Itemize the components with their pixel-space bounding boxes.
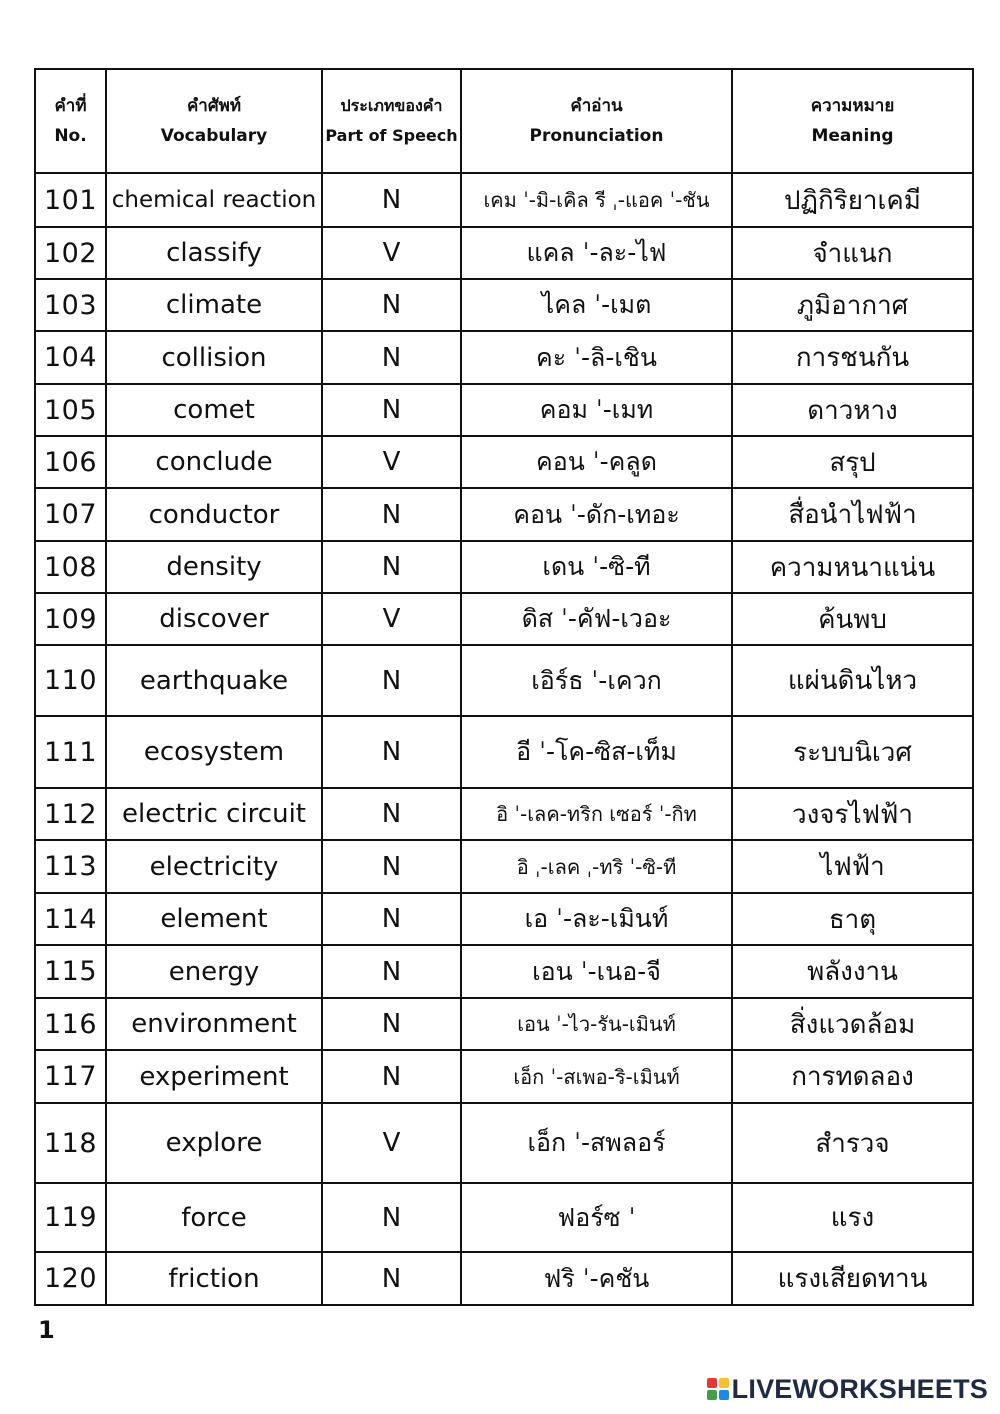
row-number: 112: [35, 788, 106, 840]
pronunciation: ดิส ˈ-คัฟ-เวอะ: [461, 593, 732, 645]
row-number: 120: [35, 1252, 106, 1305]
table-row: [35, 1183, 973, 1252]
vocabulary-table: [34, 68, 974, 1306]
header-no: คำที่ No.: [35, 69, 106, 173]
meaning: ค้นพบ: [732, 593, 973, 645]
meaning: ธาตุ: [732, 893, 973, 945]
meaning: แผ่นดินไหว: [732, 645, 973, 716]
table-row: [35, 279, 973, 331]
meaning: ดาวหาง: [732, 384, 973, 436]
meaning: จำแนก: [732, 227, 973, 279]
table-row: [35, 173, 973, 227]
row-number: 110: [35, 645, 106, 716]
table-row: [35, 384, 973, 436]
part-of-speech: N: [322, 331, 461, 384]
vocabulary-word: chemical reaction: [106, 173, 322, 227]
pronunciation: เอน ˈ-ไว-รัน-เมินท์: [461, 998, 732, 1050]
table-row: [35, 331, 973, 384]
meaning: วงจรไฟฟ้า: [732, 788, 973, 840]
pronunciation: คะ ˈ-ลิ-เชิน: [461, 331, 732, 384]
pronunciation: อิ ˌ-เลค ˌ-ทริ ˈ-ซิ-ที: [461, 840, 732, 893]
vocabulary-word: friction: [106, 1252, 322, 1305]
vocabulary-word: conclude: [106, 436, 322, 488]
part-of-speech: N: [322, 945, 461, 998]
pronunciation: เอ็ก ˈ-สเพอ-ริ-เมินท์: [461, 1050, 732, 1103]
row-number: 118: [35, 1103, 106, 1183]
row-number: 105: [35, 384, 106, 436]
meaning: ระบบนิเวศ: [732, 716, 973, 788]
vocabulary-word: element: [106, 893, 322, 945]
vocabulary-word: energy: [106, 945, 322, 998]
row-number: 117: [35, 1050, 106, 1103]
part-of-speech: N: [322, 840, 461, 893]
pronunciation: ฟริ ˈ-คชัน: [461, 1252, 732, 1305]
row-number: 115: [35, 945, 106, 998]
pronunciation: เอ็ก ˈ-สพลอร์: [461, 1103, 732, 1183]
meaning: แรง: [732, 1183, 973, 1252]
meaning: แรงเสียดทาน: [732, 1252, 973, 1305]
header-part-of-speech: ประเภทของคำ Part of Speech: [322, 69, 461, 173]
row-number: 106: [35, 436, 106, 488]
vocabulary-word: collision: [106, 331, 322, 384]
table-row: [35, 541, 973, 593]
meaning: ภูมิอากาศ: [732, 279, 973, 331]
table-row: [35, 893, 973, 945]
pronunciation: คอน ˈ-ดัก-เทอะ: [461, 488, 732, 541]
meaning: พลังงาน: [732, 945, 973, 998]
row-number: 116: [35, 998, 106, 1050]
page-number: 1: [38, 1316, 55, 1344]
row-number: 103: [35, 279, 106, 331]
vocabulary-word: discover: [106, 593, 322, 645]
vocabulary-word: experiment: [106, 1050, 322, 1103]
pronunciation: เอ ˈ-ละ-เมินท์: [461, 893, 732, 945]
part-of-speech: N: [322, 173, 461, 227]
part-of-speech: N: [322, 1183, 461, 1252]
table-row: [35, 788, 973, 840]
table-row: [35, 227, 973, 279]
row-number: 102: [35, 227, 106, 279]
brand-mark-icon: [707, 1378, 729, 1400]
part-of-speech: N: [322, 1050, 461, 1103]
part-of-speech: V: [322, 593, 461, 645]
pronunciation: เดน ˈ-ซิ-ที: [461, 541, 732, 593]
pronunciation: แคล ˈ-ละ-ไฟ: [461, 227, 732, 279]
row-number: 104: [35, 331, 106, 384]
vocabulary-word: electric circuit: [106, 788, 322, 840]
vocabulary-word: environment: [106, 998, 322, 1050]
part-of-speech: N: [322, 488, 461, 541]
table-row: [35, 840, 973, 893]
row-number: 107: [35, 488, 106, 541]
meaning: สำรวจ: [732, 1103, 973, 1183]
table-row: [35, 1050, 973, 1103]
brand-name: LIVEWORKSHEETS: [731, 1373, 988, 1404]
part-of-speech: N: [322, 1252, 461, 1305]
vocabulary-word: density: [106, 541, 322, 593]
pronunciation: เคม ˈ-มิ-เคิล รี ˌ-แอค ˈ-ชัน: [461, 173, 732, 227]
meaning: สื่อนำไฟฟ้า: [732, 488, 973, 541]
part-of-speech: N: [322, 645, 461, 716]
header-row: [35, 69, 973, 173]
pronunciation: อี ˈ-โค-ซิส-เท็ม: [461, 716, 732, 788]
pronunciation: คอม ˈ-เมท: [461, 384, 732, 436]
vocabulary-word: explore: [106, 1103, 322, 1183]
meaning: ไฟฟ้า: [732, 840, 973, 893]
part-of-speech: V: [322, 1103, 461, 1183]
meaning: การทดลอง: [732, 1050, 973, 1103]
pronunciation: เอน ˈ-เนอ-จี: [461, 945, 732, 998]
meaning: สิ่งแวดล้อม: [732, 998, 973, 1050]
header-meaning: ความหมาย Meaning: [732, 69, 973, 173]
liveworksheets-logo: [707, 1372, 988, 1406]
vocabulary-word: earthquake: [106, 645, 322, 716]
pronunciation: อิ ˈ-เลค-ทริก เซอร์ ˈ-กิท: [461, 788, 732, 840]
pronunciation: ฟอร์ซ ˈ: [461, 1183, 732, 1252]
part-of-speech: N: [322, 893, 461, 945]
row-number: 101: [35, 173, 106, 227]
row-number: 113: [35, 840, 106, 893]
row-number: 109: [35, 593, 106, 645]
table-row: [35, 436, 973, 488]
meaning: การชนกัน: [732, 331, 973, 384]
row-number: 108: [35, 541, 106, 593]
vocabulary-word: ecosystem: [106, 716, 322, 788]
vocabulary-word: force: [106, 1183, 322, 1252]
part-of-speech: N: [322, 279, 461, 331]
row-number: 119: [35, 1183, 106, 1252]
vocabulary-word: conductor: [106, 488, 322, 541]
vocabulary-word: classify: [106, 227, 322, 279]
table-row: [35, 1103, 973, 1183]
header-vocabulary: คำศัพท์ Vocabulary: [106, 69, 322, 173]
row-number: 114: [35, 893, 106, 945]
vocabulary-word: electricity: [106, 840, 322, 893]
vocabulary-word: climate: [106, 279, 322, 331]
part-of-speech: N: [322, 541, 461, 593]
meaning: ความหนาแน่น: [732, 541, 973, 593]
part-of-speech: N: [322, 716, 461, 788]
table-row: [35, 1252, 973, 1305]
row-number: 111: [35, 716, 106, 788]
part-of-speech: N: [322, 998, 461, 1050]
table-row: [35, 716, 973, 788]
table-row: [35, 593, 973, 645]
part-of-speech: N: [322, 788, 461, 840]
meaning: ปฏิกิริยาเคมี: [732, 173, 973, 227]
table-row: [35, 945, 973, 998]
pronunciation: ไคล ˈ-เมต: [461, 279, 732, 331]
vocabulary-word: comet: [106, 384, 322, 436]
table-row: [35, 998, 973, 1050]
pronunciation: คอน ˈ-คลูด: [461, 436, 732, 488]
part-of-speech: V: [322, 436, 461, 488]
pronunciation: เอิร์ธ ˈ-เควก: [461, 645, 732, 716]
table-row: [35, 488, 973, 541]
part-of-speech: N: [322, 384, 461, 436]
part-of-speech: V: [322, 227, 461, 279]
meaning: สรุป: [732, 436, 973, 488]
table-row: [35, 645, 973, 716]
header-pronunciation: คำอ่าน Pronunciation: [461, 69, 732, 173]
